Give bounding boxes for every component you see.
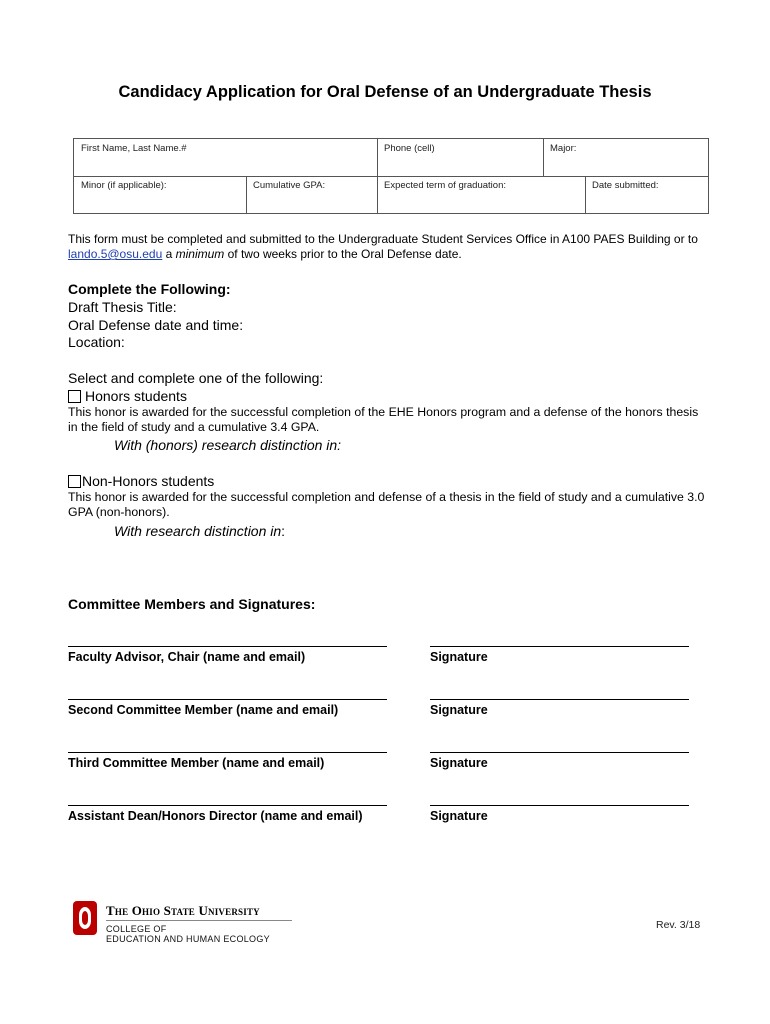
- select-prompt: Select and complete one of the following:: [68, 370, 324, 386]
- committee-heading: Committee Members and Signatures:: [68, 596, 316, 612]
- college-name: [106, 924, 270, 944]
- signature-label: Signature: [430, 756, 488, 770]
- honors-checkbox[interactable]: [68, 390, 81, 403]
- nonhonors-checkbox[interactable]: [68, 475, 81, 488]
- member-label: Assistant Dean/Honors Director (name and email): [68, 809, 363, 823]
- minor-field[interactable]: [74, 176, 246, 213]
- date-submitted-label: Date submitted:: [592, 180, 659, 191]
- applicant-info-table: [73, 138, 709, 214]
- signature-label: Signature: [430, 703, 488, 717]
- university-name: The Ohio State University: [106, 903, 260, 918]
- date-submitted-field[interactable]: [585, 176, 708, 213]
- distinction-text: With research distinction in: [114, 523, 282, 539]
- submission-note: [68, 232, 728, 262]
- honors-distinction-label: With (honors) research distinction in:: [114, 437, 342, 453]
- gpa-label: Cumulative GPA:: [253, 180, 326, 191]
- revision-date: Rev. 3/18: [656, 919, 701, 931]
- member-signature-line[interactable]: [68, 699, 387, 700]
- signature-label: Signature: [430, 650, 488, 664]
- member-label: Faculty Advisor, Chair (name and email): [68, 650, 306, 664]
- signature-line[interactable]: [430, 646, 689, 647]
- honors-option: [68, 387, 187, 405]
- minor-label: Minor (if applicable):: [81, 180, 167, 191]
- major-field[interactable]: [543, 139, 708, 176]
- distinction-colon: :: [281, 523, 286, 539]
- member-signature-line[interactable]: [68, 805, 387, 806]
- nonhonors-distinction-label: [114, 523, 285, 539]
- nonhonors-label: Non-Honors students: [82, 473, 215, 489]
- expected-term-field[interactable]: [377, 176, 585, 213]
- note-text: a: [162, 247, 176, 261]
- form-title: Candidacy Application for Oral Defense of an Undergraduate Thesis: [118, 83, 652, 101]
- draft-title-label: Draft Thesis Title:: [68, 299, 177, 315]
- note-emphasis: minimum: [175, 247, 225, 261]
- note-text: This form must be completed and submitted to the Undergraduate Student Services Office in A100 PAES Building or to: [68, 232, 698, 246]
- signature-line[interactable]: [430, 699, 689, 700]
- gpa-field[interactable]: [246, 176, 377, 213]
- signature-line[interactable]: [430, 805, 689, 806]
- honors-label: Honors students: [85, 388, 187, 404]
- phone-label: Phone (cell): [384, 143, 435, 154]
- honors-description: This honor is awarded for the successful completion of the EHE Honors program and a defense of the honors thesis in the field of study and a cumulative 3.4 GPA.: [68, 405, 699, 434]
- note-text: of two weeks prior to the Oral Defense date.: [224, 247, 462, 261]
- location-label: Location:: [68, 334, 125, 350]
- name-label: First Name, Last Name.#: [81, 143, 187, 154]
- member-label: Second Committee Member (name and email): [68, 703, 339, 717]
- email-link[interactable]: lando.5@osu.edu: [68, 247, 163, 261]
- logo-divider: [106, 920, 292, 921]
- member-signature-line[interactable]: [68, 752, 387, 753]
- signature-line[interactable]: [430, 752, 689, 753]
- member-label: Third Committee Member (name and email): [68, 756, 325, 770]
- phone-field[interactable]: [377, 139, 543, 176]
- college-line: EDUCATION AND HUMAN ECOLOGY: [106, 934, 270, 944]
- nonhonors-description: This honor is awarded for the successful completion and defense of a thesis in the field of study and a cumulative 3.0 GPA (non-honors).: [68, 490, 705, 519]
- member-signature-line[interactable]: [68, 646, 387, 647]
- osu-block-o-logo: [73, 901, 97, 935]
- major-label: Major:: [550, 143, 577, 154]
- college-line: COLLEGE OF: [106, 924, 167, 934]
- nonhonors-option: [68, 472, 214, 490]
- signature-label: Signature: [430, 809, 488, 823]
- name-field[interactable]: [74, 139, 377, 176]
- defense-date-label: Oral Defense date and time:: [68, 317, 244, 333]
- complete-heading: Complete the Following:: [68, 281, 231, 297]
- expected-term-label: Expected term of graduation:: [384, 180, 506, 191]
